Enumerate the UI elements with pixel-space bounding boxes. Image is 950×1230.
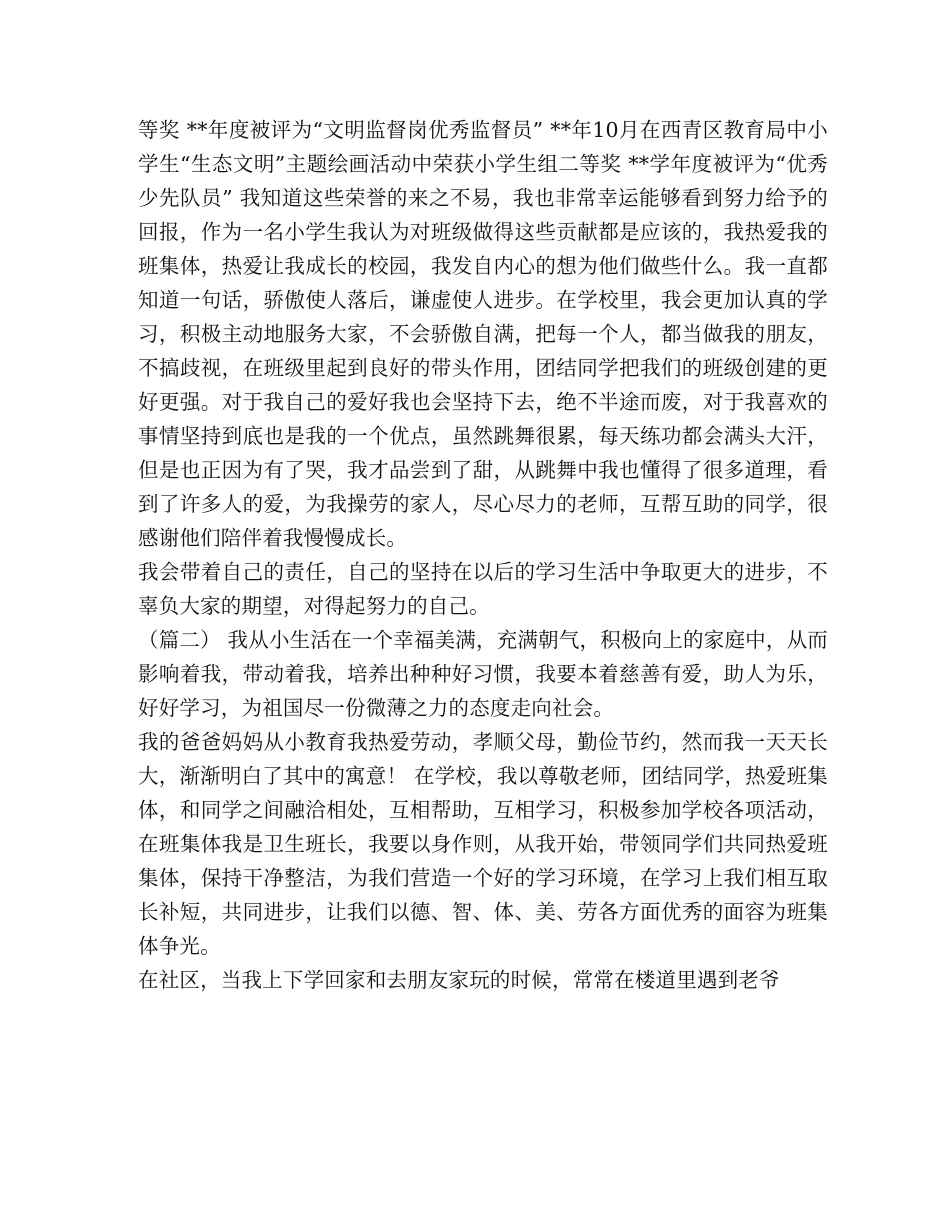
paragraph-1: 等奖 **年度被评为“文明监督岗优秀监督员” **年10月在西青区教育局中小学生“生态文明”主题绘画活动中荣获小学生组二等奖 **学年度被评为“优秀少先队员” 我知道这些荣誉的来之不易，我也非常幸运能够看到努力给予的回报，作为一名小学生我认为对班级做得这些贡献都是应该的，我热爱我的班集体，热爱让我成长的校园，我发自内心的想为他们做些什么。我一直都知道一句话，骄傲使人落后，谦虚使人进步。在学校里，我会更加认真的学习，积极主动地服务大家，不会骄傲自满，把每一个人，都当做我的朋友，不搞歧视，在班级里起到良好的带头作用，团结同学把我们的班级创建的更好更强。对于我自己的爱好我也会坚持下去，绝不半途而废，对于我喜欢的事情坚持到底也是我的一个优点，虽然跳舞很累，每天练功都会满头大汗，但是也正因为有了哭，我才品尝到了甜，从跳舞中我也懂得了很多道理，看到了许多人的爱，为我操劳的家人，尽心尽力的老师，互帮互助的同学，很感谢他们陪伴着我慢慢成长。	[138, 118, 828, 550]
paragraph-3: （篇二） 我从小生活在一个幸福美满，充满朝气，积极向上的家庭中，从而影响着我，带动着我，培养出种种好习惯，我要本着慈善有爱，助人为乐，好好学习，为祖国尽一份微薄之力的态度走向社会。	[138, 628, 828, 720]
document-body	[138, 113, 828, 997]
paragraph-2: 我会带着自己的责任，自己的坚持在以后的学习生活中争取更大的进步，不辜负大家的期望，对得起努力的自己。	[138, 560, 828, 618]
paragraph-5: 在社区，当我上下学回家和去朋友家玩的时候，常常在楼道里遇到老爷	[138, 968, 780, 992]
paragraph-4: 我的爸爸妈妈从小教育我热爱劳动，孝顺父母，勤俭节约，然而我一天天长大，渐渐明白了其中的寓意！ 在学校，我以尊敬老师，团结同学，热爱班集体，和同学之间融洽相处，互相帮助，互相学习，积极参加学校各项活动，在班集体我是卫生班长，我要以身作则，从我开始，带领同学们共同热爱班集体，保持干净整洁，为我们营造一个好的学习环境，在学习上我们相互取长补短，共同进步，让我们以德、智、体、美、劳各方面优秀的面容为班集体争光。	[138, 730, 828, 958]
